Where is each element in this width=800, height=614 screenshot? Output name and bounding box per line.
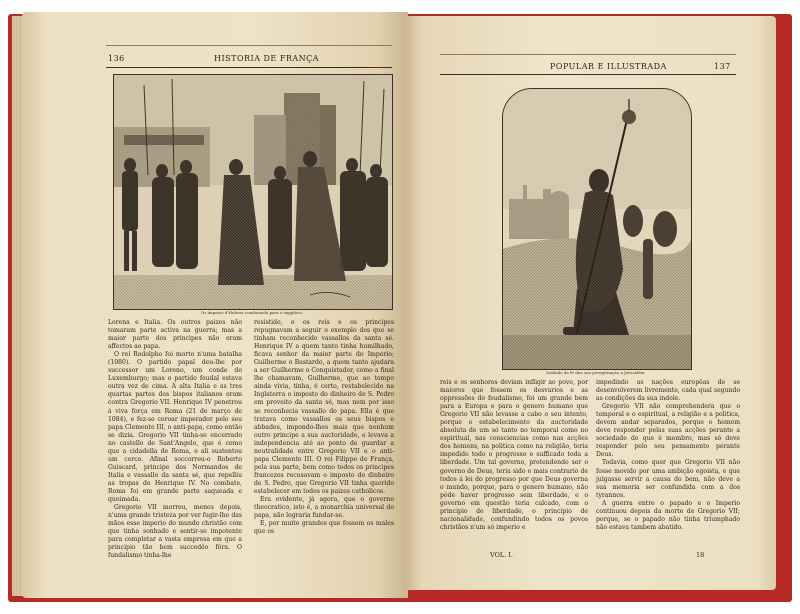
right-top-rule — [440, 54, 736, 55]
left-column-2 — [254, 319, 394, 536]
left-head-rule — [106, 67, 392, 68]
right-page-number: 137 — [714, 62, 731, 71]
paragraph: O rei Rodolpho foi morto n'uma batalha (1080). O partido papal deu-lhe por successor um Loreno, um conde do Luxemburgo; mas o partido feudal estava outra vez de cima. A alta Italia e as tres quartas partes dos bispos italianos eram contra Gregorio VII. Henrique IV penetrou á viva força em Roma (21 de março de 1084), e fez-se coroar imperador pelo seu papa Clemente III, o anti-papa, como então se dizia. Gregorio VII tinha-se encerrado no castello de Sant'Angelo, que é como que a cidadella de Roma, e ali sustentou um cerco. Afinal soccorreu-o Roberto Guiscard, principe dos Normandos de Italia e vassallo da santa sé, que repelliu as tropas de Henrique IV. No combate, Roma foi em grande parte saqueada e queimada. — [108, 351, 242, 504]
left-column-1 — [108, 319, 242, 560]
paragraph: Lorena e Italia. Os outros paizes não tomaram parte activa na guerra; mas a maior parte dos principes não eram affectos ao papa. — [108, 319, 242, 351]
paragraph: Era evidente, já agora, que o governo theocratico, isto é, a monarchia universal do papa, não lograria fundar-se. — [254, 496, 394, 520]
paragraph: resistido, e os reis e os principes repugnavam a seguir o exemplo dos que se tinham reconhecido vassallos da santa sé. Henrique IV a quem tanto tinha humilhado, ficava senhor da maior parte do Imperio; Guilherme o Bastardo, a quem tanto ajudara a ser Guilherme o Conquistador, como a final lhe chamavam, Guilherme, que ao tempo ainda vivia, tinha, é certo, restabelecido na Inglaterra o imposto do dinheiro de S. Pedro em proveito da santa sé, mas nem por isso se reconhecia vassallo do papa. Ella é que tratava como vassallos os seus bispos e abbades, impondo-lhes mais que nenhum outro principe a sua auctoridade, e levava a independencia até ao ponto de guardar a neutralidade entre Gregorio VII e o anti-papa Clemente III. O rei Filippe de França, pela sua parte, bem como todos os principes francezes recusavam o imposto do dinheiro de S. Pedro, que Gregorio VII tinha querido estabelecer em todos os paizes catholicos. — [254, 319, 394, 495]
left-illustration-caption: Os ímpetos d'Hebrea conduzindo para o supplicio. — [200, 310, 304, 315]
left-top-rule — [106, 45, 392, 46]
right-column-2 — [596, 379, 740, 532]
right-page — [404, 16, 776, 590]
volume-label: VOL. I. — [490, 551, 513, 559]
left-page — [22, 12, 408, 598]
paragraph: E, por muito grandes que fossem os males que os — [254, 520, 394, 536]
paragraph: A guerra entre o papado e o Imperio continuou depois da morte de Gregorio VII; porque, se o papado não tinha triumphado não estava tambem abatido. — [596, 499, 740, 531]
right-running-head: POPULAR E ILLUSTRADA — [550, 62, 667, 71]
engraving-pilgrim — [503, 89, 691, 369]
paragraph: Todavia, como quer que Gregorio VII não fosse movido por uma ambição egoista, e que julgasse servir a causa do bem, não deve a sua memoria ser confundida com a dos tyrannos. — [596, 459, 740, 499]
signature-number: 18 — [696, 551, 705, 559]
paragraph: impedindo as nações europêas de se desenvolverem livremente, cada qual segundo as condições da sua indole. — [596, 379, 740, 403]
right-head-rule — [440, 74, 736, 75]
left-page-number: 136 — [108, 54, 125, 63]
illustration-pilgrim — [502, 88, 692, 370]
paragraph: Gregorio VII não comprehendera que o temporal e o espiritual, a religião e a politica, devem andar separados, porque o homem deve responder pelas suas acções perante a sociedade de que é membro, mas só deve responder pelo seu pensamento perante Deus. — [596, 403, 740, 459]
right-illustration-caption: Soldado da fé deu sua peregrinação a Jerusalém. — [546, 370, 646, 375]
left-running-head: HISTORIA DE FRANÇA — [214, 54, 320, 63]
illustration-procession — [113, 74, 393, 310]
paragraph: reis e os senhores deviam infligir ao povo, por maiores que fossem os desvarios e as oppressões do feudalismo, foi um grande bem para a Europa e para o genero humano que Gregorio VII não levasse a cabo o seu intento, porque o estabelecimento da auctoridade absoluta de um só tanto no temporal como no espiritual, nas consciencias como nas acções dos homens, na politica como na religião, teria impedido todo o progresso e sufficado toda a liberdade. Um tal governo, pretendendo ser o governo de Deus, teria sido o mais contrario de todos á lei do progresso por que Deus governa o mundo, porque, para o genero humano, não póde haver progresso sem liberdade, e o governo em questão teria calcado, com o principio de liberdade, o principio de nacionalidade, confundindo todos os povos christãos n'um só imperio e — [440, 379, 588, 531]
paragraph: Gregorio VII morreu, menos depois, n'uma grande tristeza por ver fugir-lhe das mãos esse imperio do mundo christão com que tinha sonhado e sentir-se impotente para completar a vasta empresa em que a principio tão bem succedêo fôra. O fundalismo tinha-lhe — [108, 504, 242, 560]
engraving-procession — [114, 75, 392, 309]
right-column-1 — [440, 379, 588, 532]
